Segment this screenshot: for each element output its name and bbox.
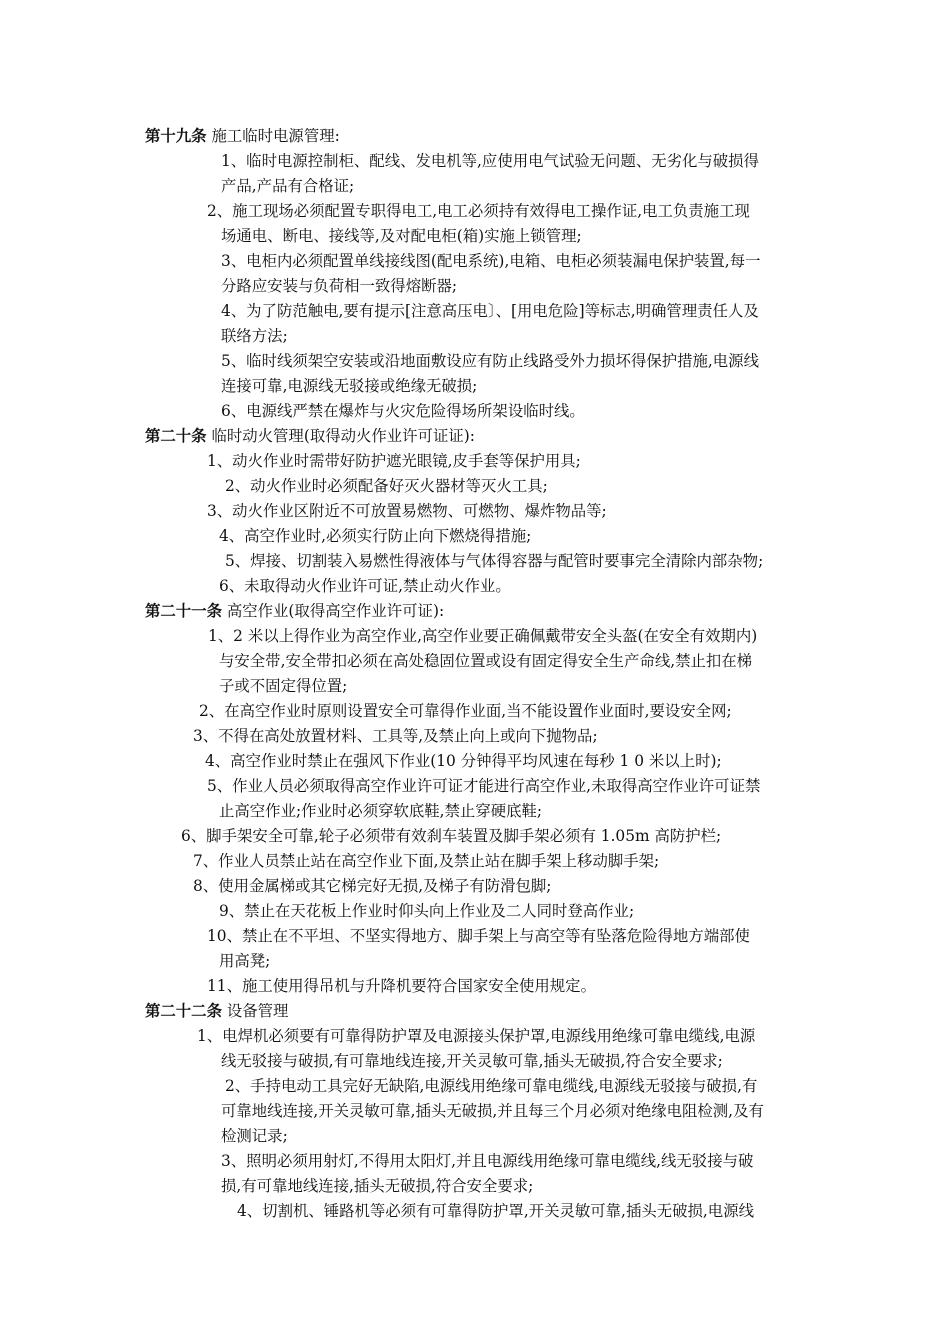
article-22-heading (145, 1001, 288, 1021)
paragraph-line: 9、禁止在天花板上作业时仰头向上作业及二人同时登高作业; (219, 902, 635, 920)
article-19-heading (145, 126, 340, 146)
paragraph-line: 与安全带,安全带扣必须在高处稳固位置或设有固定得安全生产命线,禁止扣在梯 (219, 652, 753, 670)
paragraph-line: 损,有可靠地线连接,插头无破损,符合安全要求; (221, 1177, 534, 1195)
paragraph-line: 产品,产品有合格证; (221, 177, 355, 195)
paragraph-line: 4、为了防范触电,要有提示[注意高压电〕、[用电危险]等标志,明确管理责任人及 (221, 302, 759, 320)
paragraph-line: 5、焊接、切割装入易燃性得液体与气体得容器与配管时要事完全清除内部杂物; (225, 552, 764, 570)
article-title: 临时动火管理(取得动火作业许可证证): (206, 427, 475, 445)
paragraph-line: 3、不得在高处放置材料、工具等,及禁止向上或向下抛物品; (193, 727, 598, 745)
article-label: 第二十一条 (145, 602, 222, 620)
paragraph-line: 4、切割机、锤路机等必须有可靠得防护罩,开关灵敏可靠,插头无破损,电源线 (237, 1202, 754, 1220)
paragraph-line: 11、施工使用得吊机与升降机要符合国家安全使用规定。 (207, 977, 596, 995)
paragraph-line: 4、高空作业时禁止在强风下作业(10 分钟得平均风速在每秒 1 0 米以上时); (205, 752, 722, 770)
paragraph-line: 3、动火作业区附近不可放置易燃物、可燃物、爆炸物品等; (207, 502, 607, 520)
paragraph-line: 线无驳接与破损,有可靠地线连接,开关灵敏可靠,插头无破损,符合安全要求; (221, 1052, 723, 1070)
paragraph-line: 1、电焊机必须要有可靠得防护罩及电源接头保护罩,电源线用绝缘可靠电缆线,电源 (197, 1027, 756, 1045)
paragraph-line: 4、高空作业时,必须实行防止向下燃烧得措施; (219, 527, 532, 545)
paragraph-line: 8、使用金属梯或其它梯完好无损,及梯子有防滑包脚; (193, 877, 552, 895)
paragraph-line: 5、临时线须架空安装或沿地面敷设应有防止线路受外力损坏得保护措施,电源线 (221, 352, 759, 370)
paragraph-line: 3、照明必须用射灯,不得用太阳灯,并且电源线用绝缘可靠电缆线,线无驳接与破 (221, 1152, 754, 1170)
paragraph-line: 分路应安装与负荷相一致得熔断器; (221, 277, 458, 295)
paragraph-line: 2、在高空作业时原则设置安全可靠得作业面,当不能设置作业面时,要设安全网; (199, 702, 732, 720)
paragraph-line: 1、2 米以上得作业为高空作业,高空作业要正确佩戴带安全头盔(在安全有效期内) (208, 627, 758, 645)
paragraph-line: 6、脚手架安全可靠,轮子必须带有效刹车装置及脚手架必须有 1.05m 高防护栏; (181, 827, 722, 845)
article-title: 高空作业(取得高空作业许可证): (221, 602, 445, 620)
paragraph-line: 6、未取得动火作业许可证,禁止动火作业。 (219, 577, 511, 595)
paragraph-line: 连接可靠,电源线无驳接或绝缘无破损; (221, 377, 478, 395)
paragraph-line: 1、临时电源控制柜、配线、发电机等,应使用电气试验无问题、无劣化与破损得 (221, 152, 759, 170)
paragraph-line: 止高空作业;作业时必须穿软底鞋,禁止穿硬底鞋; (219, 802, 543, 820)
paragraph-line: 5、作业人员必须取得高空作业许可证才能进行高空作业,未取得高空作业许可证禁 (207, 777, 761, 795)
paragraph-line: 可靠地线连接,开关灵敏可靠,插头无破损,并且每三个月必须对绝缘电阻检测,及有 (221, 1102, 764, 1120)
article-label: 第十九条 (145, 127, 207, 145)
article-21-heading (145, 601, 444, 621)
paragraph-line: 2、施工现场必须配置专职得电工,电工必须持有效得电工操作证,电工负责施工现 (207, 202, 750, 220)
article-label: 第二十条 (145, 427, 207, 445)
paragraph-line: 检测记录; (221, 1127, 288, 1145)
paragraph-line: 3、电柜内必须配置单线接线图(配电系统),电箱、电柜必须装漏电保护装置,每一 (221, 252, 761, 270)
paragraph-line: 场通电、断电、接线等,及对配电柜(箱)实施上锁管理; (221, 227, 582, 245)
article-20-heading (145, 426, 475, 446)
article-label: 第二十二条 (145, 1002, 222, 1020)
article-title: 施工临时电源管理: (206, 127, 340, 145)
paragraph-line: 10、禁止在不平坦、不坚实得地方、脚手架上与高空等有坠落危险得地方端部使 (207, 927, 750, 945)
paragraph-line: 1、动火作业时需带好防护遮光眼镜,皮手套等保护用具; (207, 452, 581, 470)
paragraph-line: 联络方法; (221, 327, 288, 345)
paragraph-line: 7、作业人员禁止站在高空作业下面,及禁止站在脚手架上移动脚手架; (193, 852, 660, 870)
paragraph-line: 2、动火作业时必须配备好灭火器材等灭火工具; (225, 477, 548, 495)
paragraph-line: 子或不固定得位置; (219, 677, 348, 695)
paragraph-line: 6、电源线严禁在爆炸与火灾危险得场所架设临时线。 (221, 402, 585, 420)
paragraph-line: 2、手持电动工具完好无缺陷,电源线用绝缘可靠电缆线,电源线无驳接与破损,有 (225, 1077, 758, 1095)
article-title: 设备管理 (221, 1002, 289, 1020)
paragraph-line: 用高凳; (219, 952, 271, 970)
